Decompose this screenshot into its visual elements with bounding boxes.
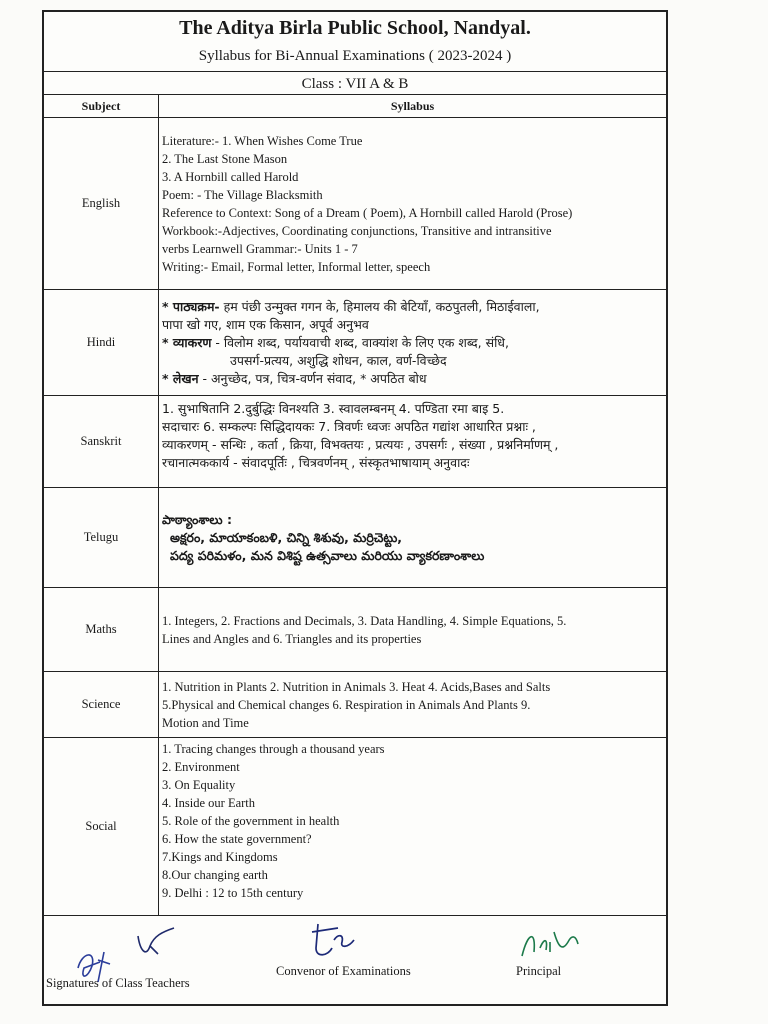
table-row-hindi	[44, 290, 666, 396]
table-row-maths	[44, 588, 666, 672]
subject-science: Science	[44, 672, 159, 738]
principal-signature-label: Principal	[516, 964, 562, 978]
syllabus-line: रचानात्मककार्य - संवादपूर्तिः , चित्रवर्णनम् , संस्कृतभाषायाम् अनुवादः	[162, 455, 470, 470]
syllabus-line: పాఠ్యాంశాలు :	[162, 511, 232, 527]
syllabus-line: सदाचारः 6. सम्कल्पः सिद्धिदायकः 7. त्रिवर्णः ध्वजः अपठित गद्यांश आधारित प्रश्नाः ,	[162, 419, 536, 434]
table-row-english	[44, 118, 666, 290]
hindi-curriculum-label: * पाठ्यक्रम-	[162, 298, 220, 314]
syllabus-line: हम पंछी उन्मुक्त गगन के, हिमालय की बेटियाँ, कठपुतली, मिठाईवाला,	[219, 298, 540, 314]
syllabus-line: - अनुच्छेद, पत्र, चित्र-वर्णन संवाद, * अपठित बोध	[198, 370, 427, 386]
syllabus-line: 2. The Last Stone Mason	[162, 151, 288, 166]
syllabus-line: verbs Learnwell Grammar:- Units 1 - 7	[162, 241, 358, 256]
syllabus-line: 5.Physical and Chemical changes 6. Respiration in Animals And Plants 9.	[162, 697, 531, 712]
syllabus-line: 1. Integers, 2. Fractions and Decimals, 3. Data Handling, 4. Simple Equations, 5.	[162, 613, 567, 628]
table-row-social	[44, 738, 666, 916]
syllabus-line: उपसर्ग-प्रत्यय, अशुद्धि शोधन, काल, वर्ण-विच्छेद	[230, 352, 447, 368]
document-header	[44, 12, 666, 72]
syllabus-line: 6. How the state government?	[162, 832, 312, 846]
syllabus-sanskrit	[159, 396, 667, 488]
convenor-signature-label: Convenor of Examinations	[276, 964, 411, 978]
school-name: The Aditya Birla Public School, Nandyal.	[179, 17, 531, 39]
table-row-telugu	[44, 488, 666, 588]
syllabus-line: - विलोम शब्द, पर्यायवाची शब्द, वाक्यांश के लिए एक शब्द, संधि,	[211, 334, 509, 350]
syllabus-line: Lines and Angles and 6. Triangles and its properties	[162, 631, 422, 646]
syllabus-line: पापा खो गए, शाम एक किसान, अपूर्व अनुभव	[162, 316, 369, 332]
syllabus-line: అక్షరం, మాయాకంబళి, చిన్ని శిశువు, మర్రిచెట్టు,	[170, 529, 403, 545]
hindi-grammar-label: * व्याकरण	[162, 334, 212, 350]
signature-section	[44, 916, 666, 1004]
syllabus-sheet	[42, 10, 668, 1006]
syllabus-line: Poem: - The Village Blacksmith	[162, 187, 323, 202]
syllabus-line: 4. Inside our Earth	[162, 796, 256, 810]
table-header-row	[44, 95, 666, 118]
syllabus-maths	[159, 588, 667, 672]
syllabus-line: Reference to Context: Song of a Dream ( Poem), A Hornbill called Harold (Prose)	[162, 205, 573, 220]
class-teacher-signature-2	[132, 924, 182, 964]
syllabus-column-header: Syllabus	[159, 95, 667, 118]
syllabus-line: 1. Nutrition in Plants 2. Nutrition in Animals 3. Heat 4. Acids,Bases and Salts	[162, 679, 551, 694]
syllabus-line: 3. A Hornbill called Harold	[162, 169, 299, 184]
syllabus-line: Literature:- 1. When Wishes Come True	[162, 133, 363, 148]
syllabus-line: Motion and Time	[162, 715, 249, 730]
table-row-science	[44, 672, 666, 738]
syllabus-line: 8.Our changing earth	[162, 868, 268, 882]
syllabus-line: 3. On Equality	[162, 778, 236, 792]
subject-maths: Maths	[44, 588, 159, 672]
table-row-sanskrit	[44, 396, 666, 488]
syllabus-science	[159, 672, 667, 738]
class-teachers-signature-label: Signatures of Class Teachers	[46, 976, 190, 990]
hindi-writing-label: * लेखन	[162, 370, 199, 386]
subject-english: English	[44, 118, 159, 290]
syllabus-line: Writing:- Email, Formal letter, Informal letter, speech	[162, 259, 431, 274]
subject-telugu: Telugu	[44, 488, 159, 588]
syllabus-line: 1. सुभाषितानि 2.दुर्बुद्धिः विनश्यति 3. स्वावलम्बनम् 4. पण्डिता रमा बाइ 5.	[162, 401, 505, 416]
syllabus-telugu	[159, 488, 667, 588]
syllabus-line: పద్య పరిమళం, మన విశిష్ట ఉత్సవాలు మరియు వ్యాకరణాంశాలు	[170, 547, 485, 563]
syllabus-english	[159, 118, 667, 290]
principal-signature	[514, 922, 584, 966]
syllabus-line: 1. Tracing changes through a thousand years	[162, 742, 385, 756]
convenor-signature	[304, 918, 364, 964]
syllabus-social	[159, 738, 667, 916]
syllabus-line: Workbook:-Adjectives, Coordinating conjunctions, Transitive and intransitive	[162, 223, 552, 238]
exam-title: Syllabus for Bi-Annual Examinations ( 2023-2024 )	[198, 48, 512, 64]
class-label: Class : VII A & B	[44, 72, 666, 95]
syllabus-line: 9. Delhi : 12 to 15th century	[162, 886, 304, 900]
subject-column-header: Subject	[44, 95, 159, 118]
syllabus-line: 5. Role of the government in health	[162, 814, 340, 828]
syllabus-table	[44, 95, 666, 916]
subject-social: Social	[44, 738, 159, 916]
syllabus-hindi	[159, 290, 667, 396]
syllabus-line: 7.Kings and Kingdoms	[162, 850, 278, 864]
syllabus-line: व्याकरणम् - सन्धिः , कर्ता , क्रिया, विभक्तयः , प्रत्ययः , उपसर्गः , संख्या , प्रश्ननिर्माणम् ,	[162, 437, 559, 452]
subject-sanskrit: Sanskrit	[44, 396, 159, 488]
subject-hindi: Hindi	[44, 290, 159, 396]
syllabus-line: 2. Environment	[162, 760, 240, 774]
